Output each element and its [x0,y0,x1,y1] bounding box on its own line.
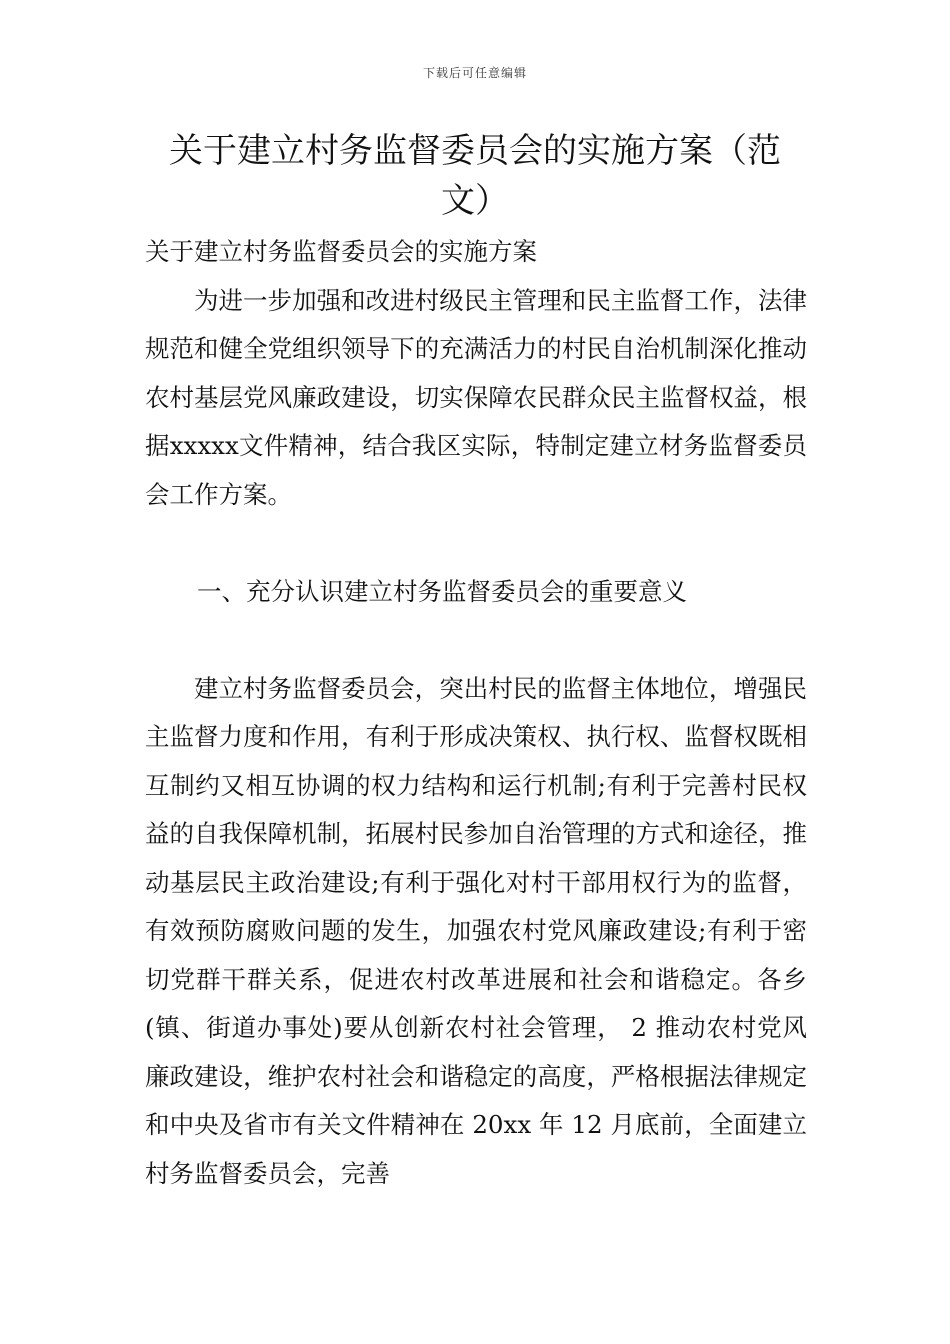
document-subtitle: 关于建立村务监督委员会的实施方案 [145,237,537,266]
intro-paragraph: 为进一步加强和改进村级民主管理和民主监督工作，法律规范和健全党组织领导下的充满活力的村民自治机制深化推动农村基层党风廉政建设，切实保障农民群众民主监督权益，根据xxxxx文件精神，结合我区实际，特制定建立材务监督委员会工作方案。 [145,285,807,509]
paragraph-spacer [145,616,807,665]
paragraph-spacer [145,519,807,568]
document-body [145,228,807,1198]
document-title: 关于建立村务监督委员会的实施方案（范文） [169,131,781,221]
section1-paragraph: 建立村务监督委员会，突出村民的监督主体地位，增强民主监督力度和作用，有利于形成决策权、执行权、监督权既相互制约又相互协调的权力结构和运行机制;有利于完善村民权益的自我保障机制，拓展村民参加自治管理的方式和途径，推动基层民主政治建设;有利于强化对村干部用权行为的监督，有效预防腐败问题的发生，加强农村党风廉政建设;有利于密切党群干群关系，促进农村改革进展和社会和谐稳定。各乡(镇、街道办事处)要从创新农村社会管理， 2 推动农村党风廉政建设，维护农村社会和谐稳定的高度，严格根据法律规定和中央及省市有关文件精神在 20xx 年 12 月底前，全面建立村务监督委员会，完善 [145,673,807,1188]
section-heading-1: 一、充分认识建立村务监督委员会的重要意义 [197,576,687,606]
header-note: 下载后可任意编辑 [422,66,527,80]
